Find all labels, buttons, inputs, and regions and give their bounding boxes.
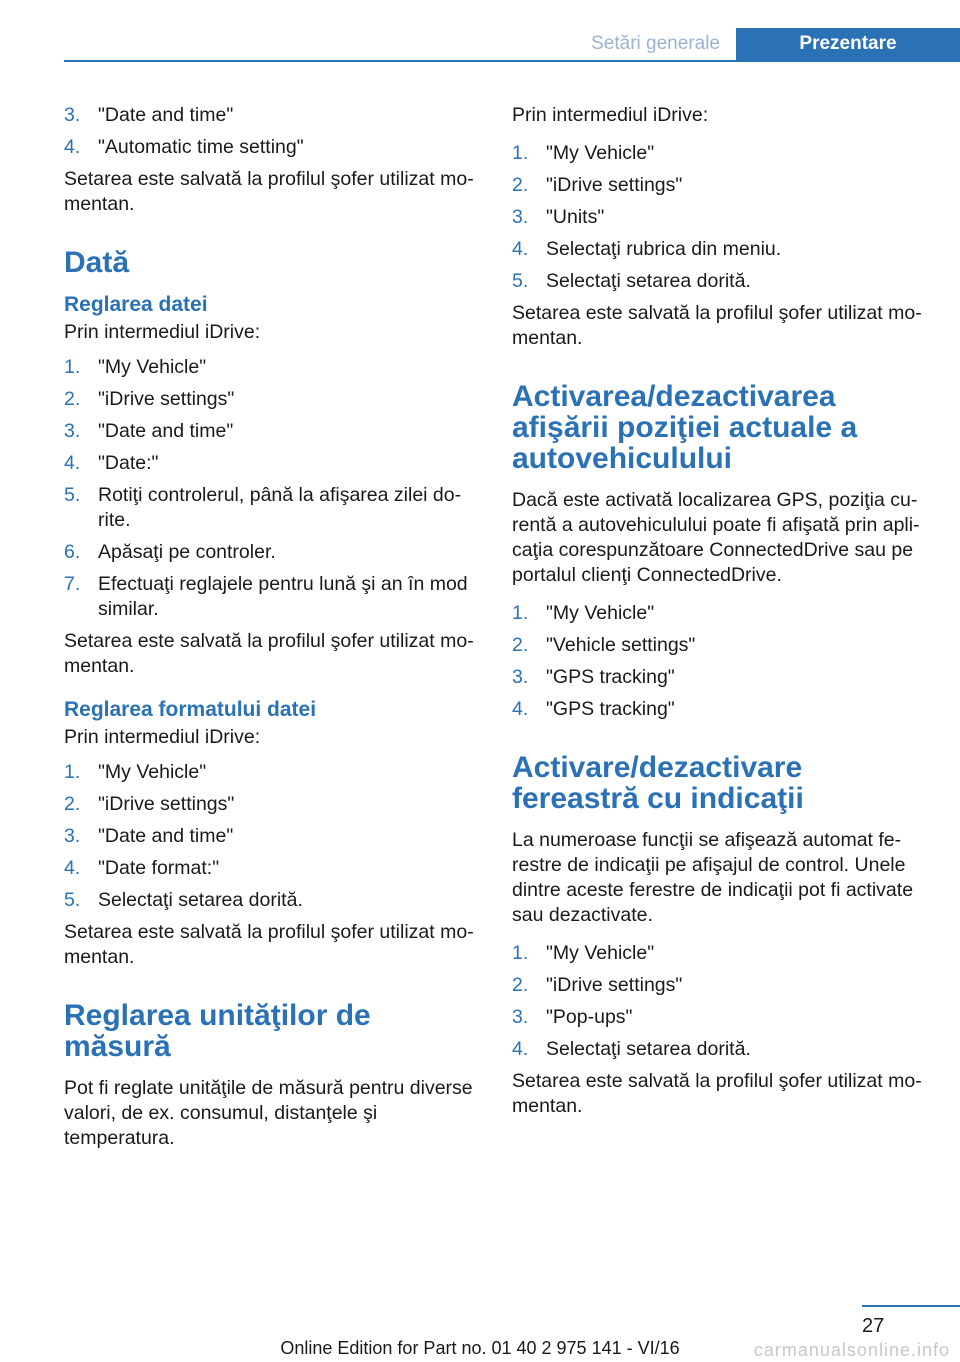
- list-item: [64, 135, 476, 160]
- list-item: [64, 540, 476, 565]
- list-item: [64, 572, 476, 622]
- item-text: Selectaţi setarea dorită.: [98, 889, 303, 911]
- item-text: "GPS tracking": [546, 698, 675, 720]
- heading-popups: Activare/dezactivare fereastră cu indicaţii: [512, 751, 804, 815]
- saved-note: Setarea este salvată la profilul şofer utilizat momentan.: [64, 168, 474, 215]
- left-column: [64, 103, 476, 1164]
- gps-steps-list: [512, 601, 924, 722]
- item-number: 3.: [64, 104, 81, 126]
- item-number: 1.: [512, 942, 529, 964]
- item-number: 1.: [64, 356, 81, 378]
- heading-units: Reglarea unităţilor de măsură: [64, 999, 371, 1063]
- item-number: 3.: [64, 420, 81, 442]
- list-item: [512, 633, 924, 658]
- item-text: "Vehicle settings": [546, 634, 696, 656]
- list-item: [512, 1037, 924, 1062]
- footer-rule: [862, 1305, 960, 1307]
- saved-note: Setarea este salvată la profilul şofer utilizat momentan.: [64, 630, 474, 677]
- saved-note: Setarea este salvată la profilul şofer utilizat momentan.: [64, 921, 474, 968]
- list-item: [512, 173, 924, 198]
- via-idrive-text: Prin intermediul iDrive:: [64, 321, 261, 343]
- watermark: carmanualsonline.info: [753, 1340, 950, 1360]
- list-item: [512, 237, 924, 262]
- heading-position: Activarea/dezactivarea afişării poziţiei actuale a autovehiculului: [512, 380, 858, 475]
- list-item: [64, 103, 476, 128]
- item-number: 6.: [64, 541, 81, 563]
- list-item: [512, 141, 924, 166]
- item-text: Selectaţi rubrica din meniu.: [546, 238, 782, 260]
- item-number: 4.: [512, 1038, 529, 1060]
- list-item: [64, 419, 476, 444]
- saved-note: Setarea este salvată la profilul şofer utilizat momentan.: [512, 302, 922, 349]
- list-item: [64, 792, 476, 817]
- list-item: [64, 760, 476, 785]
- item-number: 3.: [512, 206, 529, 228]
- units-steps-list: [512, 141, 924, 294]
- item-text: "iDrive settings": [546, 974, 683, 996]
- item-text: "My Vehicle": [546, 602, 655, 624]
- item-number: 4.: [64, 136, 81, 158]
- item-text: "Units": [546, 206, 605, 228]
- item-text: "iDrive settings": [98, 388, 235, 410]
- list-item: [64, 824, 476, 849]
- popups-description: La numeroase funcţii se afişează automat ferestre de indicaţii pe afişajul de control. Unele dintre aceste ferestre de indicaţii pot fi activate sau dezactivate.: [512, 829, 914, 926]
- item-number: 1.: [64, 761, 81, 783]
- via-idrive-text: Prin intermediul iDrive:: [64, 726, 261, 748]
- list-item: [512, 941, 924, 966]
- item-number: 5.: [512, 270, 529, 292]
- item-text: "Date and time": [98, 104, 234, 126]
- item-text: "Date:": [98, 452, 159, 474]
- list-item: [64, 888, 476, 913]
- header-section-title: Setări generale: [591, 33, 720, 54]
- item-number: 3.: [512, 1006, 529, 1028]
- item-text: "My Vehicle": [546, 942, 655, 964]
- item-number: 2.: [512, 634, 529, 656]
- item-number: 1.: [512, 142, 529, 164]
- list-item: [512, 973, 924, 998]
- list-item: [64, 483, 476, 533]
- item-text: "Date and time": [98, 420, 234, 442]
- right-column: [512, 103, 924, 1132]
- list-item: [512, 205, 924, 230]
- item-number: 2.: [512, 974, 529, 996]
- item-text: "Date format:": [98, 857, 220, 879]
- header-active-tab: Prezentare: [736, 28, 960, 60]
- item-text: "Automatic time setting": [98, 136, 304, 158]
- page-number: 27: [862, 1315, 885, 1337]
- item-text: "iDrive settings": [98, 793, 235, 815]
- item-number: 4.: [64, 452, 81, 474]
- item-text: "My Vehicle": [98, 761, 207, 783]
- format-steps-list: [64, 760, 476, 913]
- item-text: "GPS tracking": [546, 666, 675, 688]
- list-item: [512, 1005, 924, 1030]
- list-item: [512, 601, 924, 626]
- item-text: Rotiţi controlerul, până la afişarea zilei dorite.: [98, 484, 462, 531]
- item-number: 3.: [512, 666, 529, 688]
- item-number: 4.: [512, 238, 529, 260]
- item-number: 5.: [64, 484, 81, 506]
- list-item: [64, 387, 476, 412]
- header-rule: [64, 60, 960, 62]
- top-list: [64, 103, 476, 160]
- item-text: "Pop-ups": [546, 1006, 633, 1028]
- item-text: "My Vehicle": [546, 142, 655, 164]
- item-number: 2.: [64, 793, 81, 815]
- heading-date-format: Reglarea formatului datei: [64, 698, 317, 721]
- item-number: 1.: [512, 602, 529, 624]
- list-item: [64, 451, 476, 476]
- item-number: 7.: [64, 573, 81, 595]
- item-number: 4.: [64, 857, 81, 879]
- item-number: 3.: [64, 825, 81, 847]
- date-steps-list: [64, 355, 476, 622]
- units-description: Pot fi reglate unităţile de măsură pentru diverse valori, de ex. consumul, distanţele şi temperatura.: [64, 1077, 473, 1149]
- list-item: [64, 856, 476, 881]
- heading-reglarea-datei: Reglarea datei: [64, 293, 208, 316]
- item-number: 4.: [512, 698, 529, 720]
- list-item: [512, 269, 924, 294]
- item-text: Selectaţi setarea dorită.: [546, 270, 751, 292]
- item-text: "My Vehicle": [98, 356, 207, 378]
- edition-note: Online Edition for Part no. 01 40 2 975 141 - VI/16: [280, 1338, 680, 1358]
- item-number: 2.: [512, 174, 529, 196]
- heading-data: Dată: [64, 246, 130, 279]
- item-number: 5.: [64, 889, 81, 911]
- via-idrive-text: Prin intermediul iDrive:: [512, 104, 709, 126]
- list-item: [512, 697, 924, 722]
- list-item: [512, 665, 924, 690]
- item-text: "Date and time": [98, 825, 234, 847]
- item-number: 2.: [64, 388, 81, 410]
- position-description: Dacă este activată localizarea GPS, poziţia curentă a autovehiculului poate fi afişată prin aplicaţia corespunzătoare ConnectedDrive sau pe portalul clienţi ConnectedDrive.: [512, 489, 920, 586]
- list-item: [64, 355, 476, 380]
- item-text: Selectaţi setarea dorită.: [546, 1038, 751, 1060]
- saved-note: Setarea este salvată la profilul şofer utilizat momentan.: [512, 1070, 922, 1117]
- item-text: Apăsaţi pe controler.: [98, 541, 276, 563]
- popups-steps-list: [512, 941, 924, 1062]
- item-text: "iDrive settings": [546, 174, 683, 196]
- item-text: Efectuaţi reglajele pentru lună şi an în mod similar.: [98, 573, 468, 620]
